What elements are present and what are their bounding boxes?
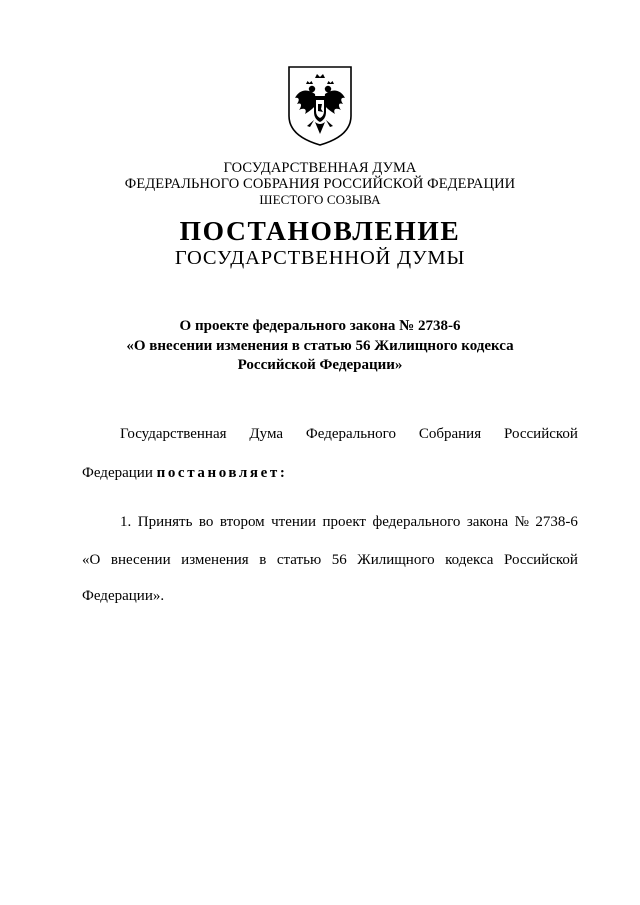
- item1-word: чтении: [271, 514, 316, 530]
- preamble-line2: [82, 465, 578, 482]
- item1-word: внесении: [110, 552, 171, 568]
- item1-word: федерального: [372, 514, 461, 530]
- item1-line2: [82, 552, 578, 569]
- item1-word: 2738-6: [535, 514, 578, 530]
- preamble-end: Федерации: [82, 465, 153, 481]
- item1-word: Принять: [137, 514, 193, 530]
- item1-word: в: [259, 552, 267, 568]
- org-name-line2: ФЕДЕРАЛЬНОГО СОБРАНИЯ РОССИЙСКОЙ ФЕДЕРАЦИИ: [124, 176, 516, 192]
- item1-word: 1.: [120, 514, 132, 530]
- item1-word: втором: [219, 514, 265, 530]
- item1-word: кодекса: [445, 552, 494, 568]
- item1-line1: [120, 514, 578, 531]
- preamble-line1: [120, 426, 578, 443]
- preamble-word: Федерального: [305, 426, 396, 442]
- item1-line3: Федерации».: [82, 588, 165, 604]
- item1-word: 56: [331, 552, 347, 568]
- coat-of-arms-icon: [285, 64, 355, 148]
- item1-word: закона: [466, 514, 509, 530]
- item1-word: проект: [322, 514, 366, 530]
- subject-line3: Российской Федерации»: [237, 357, 403, 373]
- item1-word: статью: [276, 552, 322, 568]
- org-name-line1: ГОСУДАРСТВЕННАЯ ДУМА: [223, 160, 417, 176]
- preamble-word: Государственная: [120, 426, 227, 442]
- preamble-verb: постановляет:: [156, 465, 288, 481]
- preamble-word: Российской: [504, 426, 578, 442]
- preamble-word: Собрания: [418, 426, 482, 442]
- document-type-title: ПОСТАНОВЛЕНИЕ: [179, 215, 461, 246]
- subject-line2: «О внесении изменения в статью 56 Жилищного кодекса: [126, 338, 514, 354]
- item1-word: во: [198, 514, 214, 530]
- item1-word: «О: [82, 552, 101, 568]
- convocation-line: ШЕСТОГО СОЗЫВА: [259, 192, 381, 207]
- item1-word: Российской: [504, 552, 578, 568]
- subject-line1: О проекте федерального закона № 2738-6: [179, 318, 461, 334]
- item1-word: Жилищного: [357, 552, 435, 568]
- item1-word: №: [514, 514, 529, 530]
- preamble-word: Дума: [249, 426, 284, 442]
- document-issuer-subtitle: ГОСУДАРСТВЕННОЙ ДУМЫ: [174, 247, 466, 269]
- item1-word: изменения: [181, 552, 249, 568]
